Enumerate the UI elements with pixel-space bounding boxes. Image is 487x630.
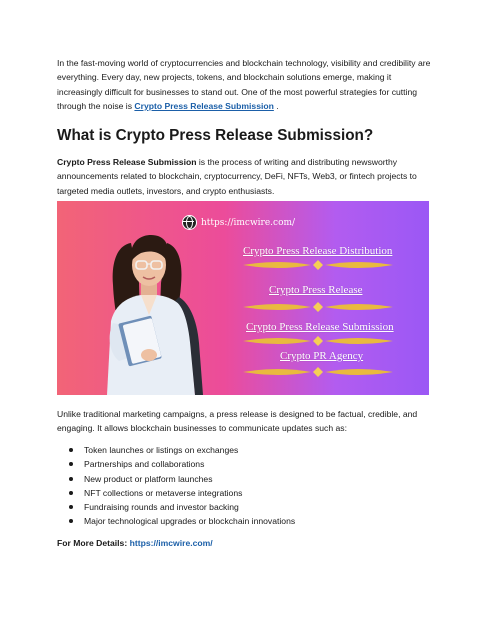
gold-flourish-divider: [239, 259, 397, 271]
crypto-press-release-submission-link[interactable]: Crypto Press Release Submission: [134, 100, 274, 111]
service-label-submission: Crypto Press Release Submission: [246, 321, 394, 333]
promo-banner-image: [57, 201, 429, 395]
gold-flourish-divider: [239, 301, 397, 313]
definition-text: is the process of writing and distributing newsworthy announcements related to blockchain, cryptocurrency, DeFi, NFTs, Web3, or fintech projects to targeted media outlets, investors, and crypto enthusiasts.: [57, 157, 417, 196]
list-item: NFT collections or metaverse integrations: [57, 486, 432, 500]
woman-with-notebook-illustration: [79, 223, 219, 395]
list-item: Partnerships and collaborations: [57, 457, 432, 471]
gold-flourish-divider: [239, 366, 397, 378]
intro-paragraph: [57, 56, 432, 113]
list-item: Fundraising rounds and investor backing: [57, 500, 432, 514]
more-details-label: For More Details:: [57, 538, 130, 548]
intro-text: In the fast-moving world of cryptocurrencies and blockchain technology, visibility and credibility are everything. Every day, new projects, tokens, and blockchain solutions emerge, making it increasingly difficult for businesses to stand out. One of the most powerful strategies for cutting through the noise is: [57, 58, 431, 111]
list-item: Major technological upgrades or blockchain innovations: [57, 514, 432, 528]
more-details-link[interactable]: https://imcwire.com/: [129, 538, 213, 548]
definition-paragraph: [57, 155, 432, 198]
list-item: New product or platform launches: [57, 472, 432, 486]
gold-flourish-divider: [239, 335, 397, 347]
service-label-distribution: Crypto Press Release Distribution: [243, 245, 393, 257]
paragraph-updates: Unlike traditional marketing campaigns, a press release is designed to be factual, credible, and engaging. It allows blockchain businesses to communicate updates such as:: [57, 409, 418, 434]
more-details-line: [57, 538, 213, 548]
section-heading: What is Crypto Press Release Submission?: [57, 127, 374, 145]
intro-end: .: [273, 100, 279, 111]
list-item: Token launches or listings on exchanges: [57, 443, 432, 457]
document-body: [57, 56, 432, 198]
banner-url: https://imcwire.com/: [201, 217, 296, 228]
updates-list: [57, 443, 432, 529]
service-label-press-release: Crypto Press Release: [269, 284, 363, 296]
service-label-pr-agency: Crypto PR Agency: [280, 350, 364, 362]
definition-term: Crypto Press Release Submission: [57, 157, 197, 168]
